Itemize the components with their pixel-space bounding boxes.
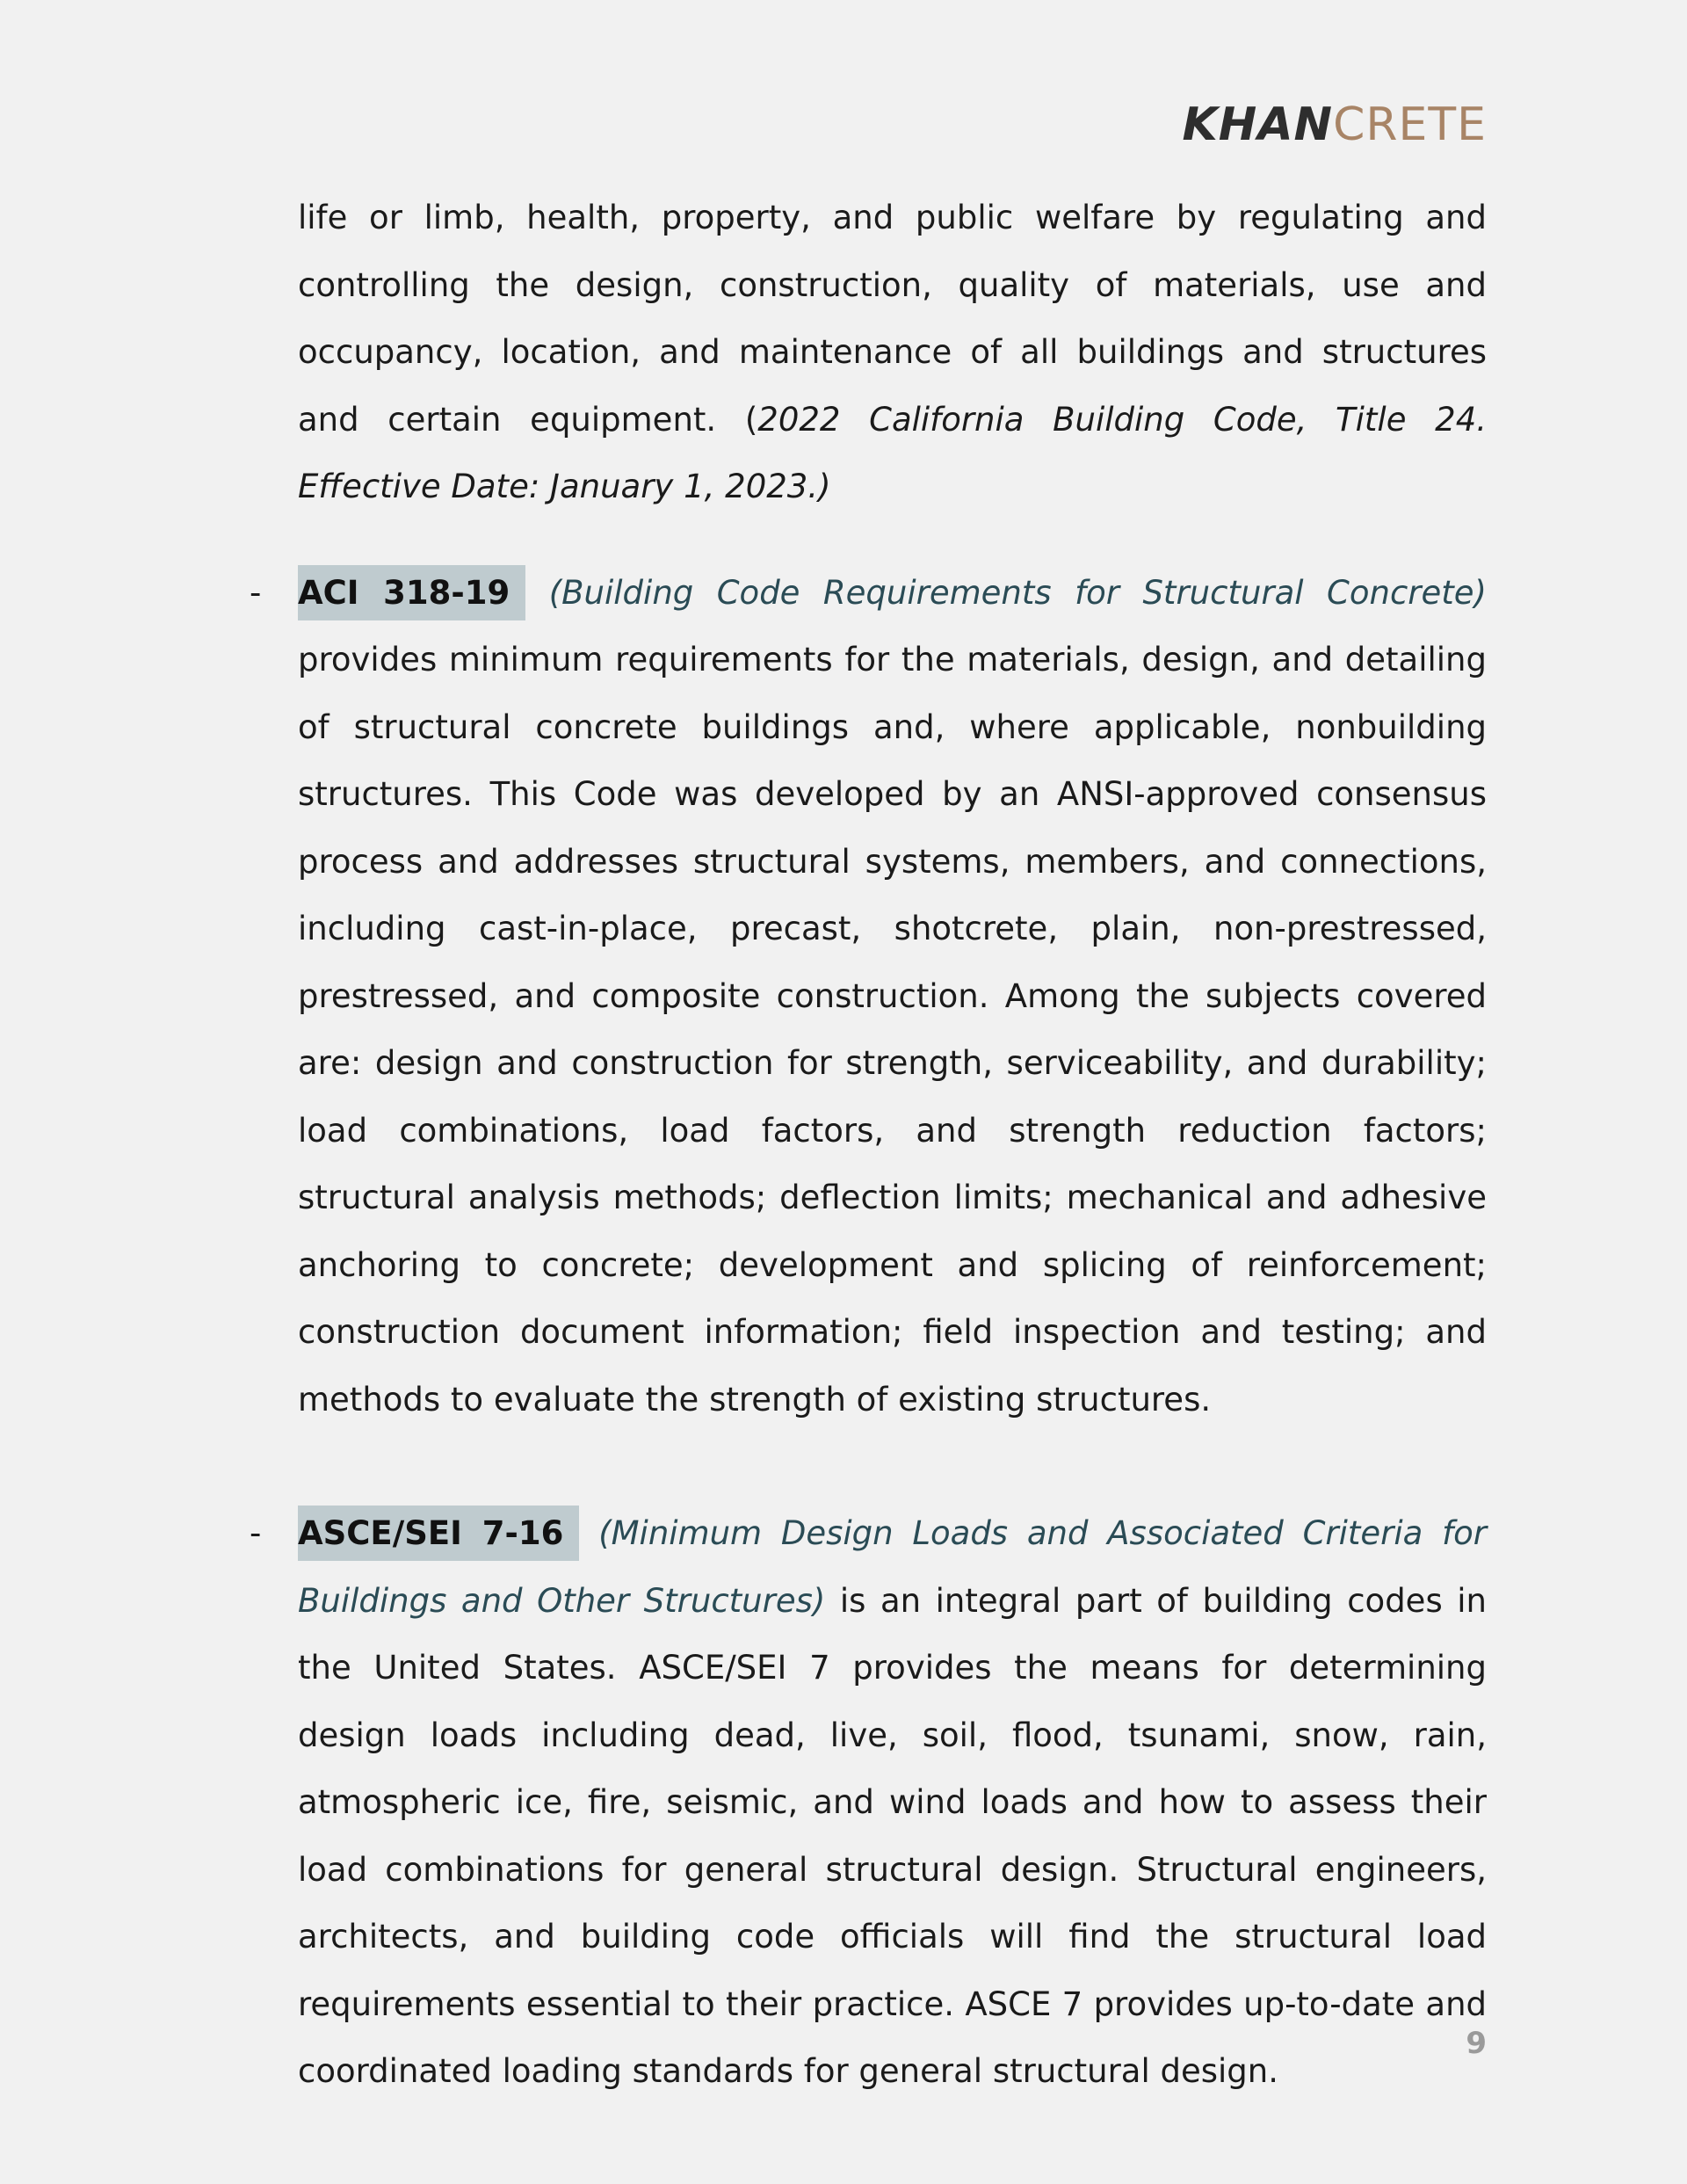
code-title-asce: (Minimum Design Loads and Associated Criteria for Buildings and Other Structures) — [298, 1514, 1487, 1620]
logo-bold-text: KHAN — [1182, 98, 1334, 151]
intro-citation: 2022 California Building Code, Title 24. Effective Date: January 1, 2023.) — [298, 400, 1487, 505]
bullet-dash: - — [250, 573, 262, 612]
logo-light-text: CRETE — [1333, 98, 1487, 151]
code-title-aci: (Building Code Requirements for Structural Concrete) — [548, 573, 1487, 612]
bullet-dash: - — [250, 1514, 262, 1552]
code-entry-aci — [250, 560, 1487, 1434]
entry-paragraph — [298, 560, 1487, 1434]
page-number: 9 — [1466, 2026, 1487, 2061]
intro-paragraph — [298, 185, 1487, 521]
brand-logo — [1183, 98, 1488, 151]
intro-text: life or limb, health, property, and public welfare by regulating and controlling the design, construction, quality of materials, use and occupancy, location, and maintenance of all buildings and structures and certain equipment. ( — [298, 199, 1487, 439]
code-label-aci: ACI 318-19 — [298, 565, 525, 620]
entry-body-asce: is an integral part of building codes in the United States. ASCE/SEI 7 provides the means for determining design loads including dead, live, soil, flood, tsunami, snow, rain, atmospheric ice, fire, seismic, and wind loads and how to assess their load combinations for general structural design. Structural engineers, architects, and building code officials will find the structural load requirements essential to their practice. ASCE 7 provides up-to-date and coordinated loading standards for general structural design. — [298, 1581, 1488, 2090]
entry-paragraph — [298, 1500, 1487, 2106]
entry-body-aci: provides minimum requirements for the materials, design, and detailing of structural concrete buildings and, where applicable, nonbuilding structures. This Code was developed by an ANSI-approved consensus process and addresses structural systems, members, and connections, including cast-in-place, precast, shotcrete, plain, non-prestressed, prestressed, and composite construction. Among the subjects covered are: design and construction for strength, serviceability, and durability; load combinations, load factors, and strength reduction factors; structural analysis methods; deflection limits; mechanical and adhesive anchoring to concrete; development and splicing of reinforcement; construction document information; field inspection and testing; and methods to evaluate the strength of existing structures. — [298, 641, 1487, 1419]
code-label-asce: ASCE/SEI 7-16 — [298, 1506, 579, 1561]
document-body — [250, 185, 1488, 2106]
code-entry-asce — [250, 1500, 1488, 2106]
